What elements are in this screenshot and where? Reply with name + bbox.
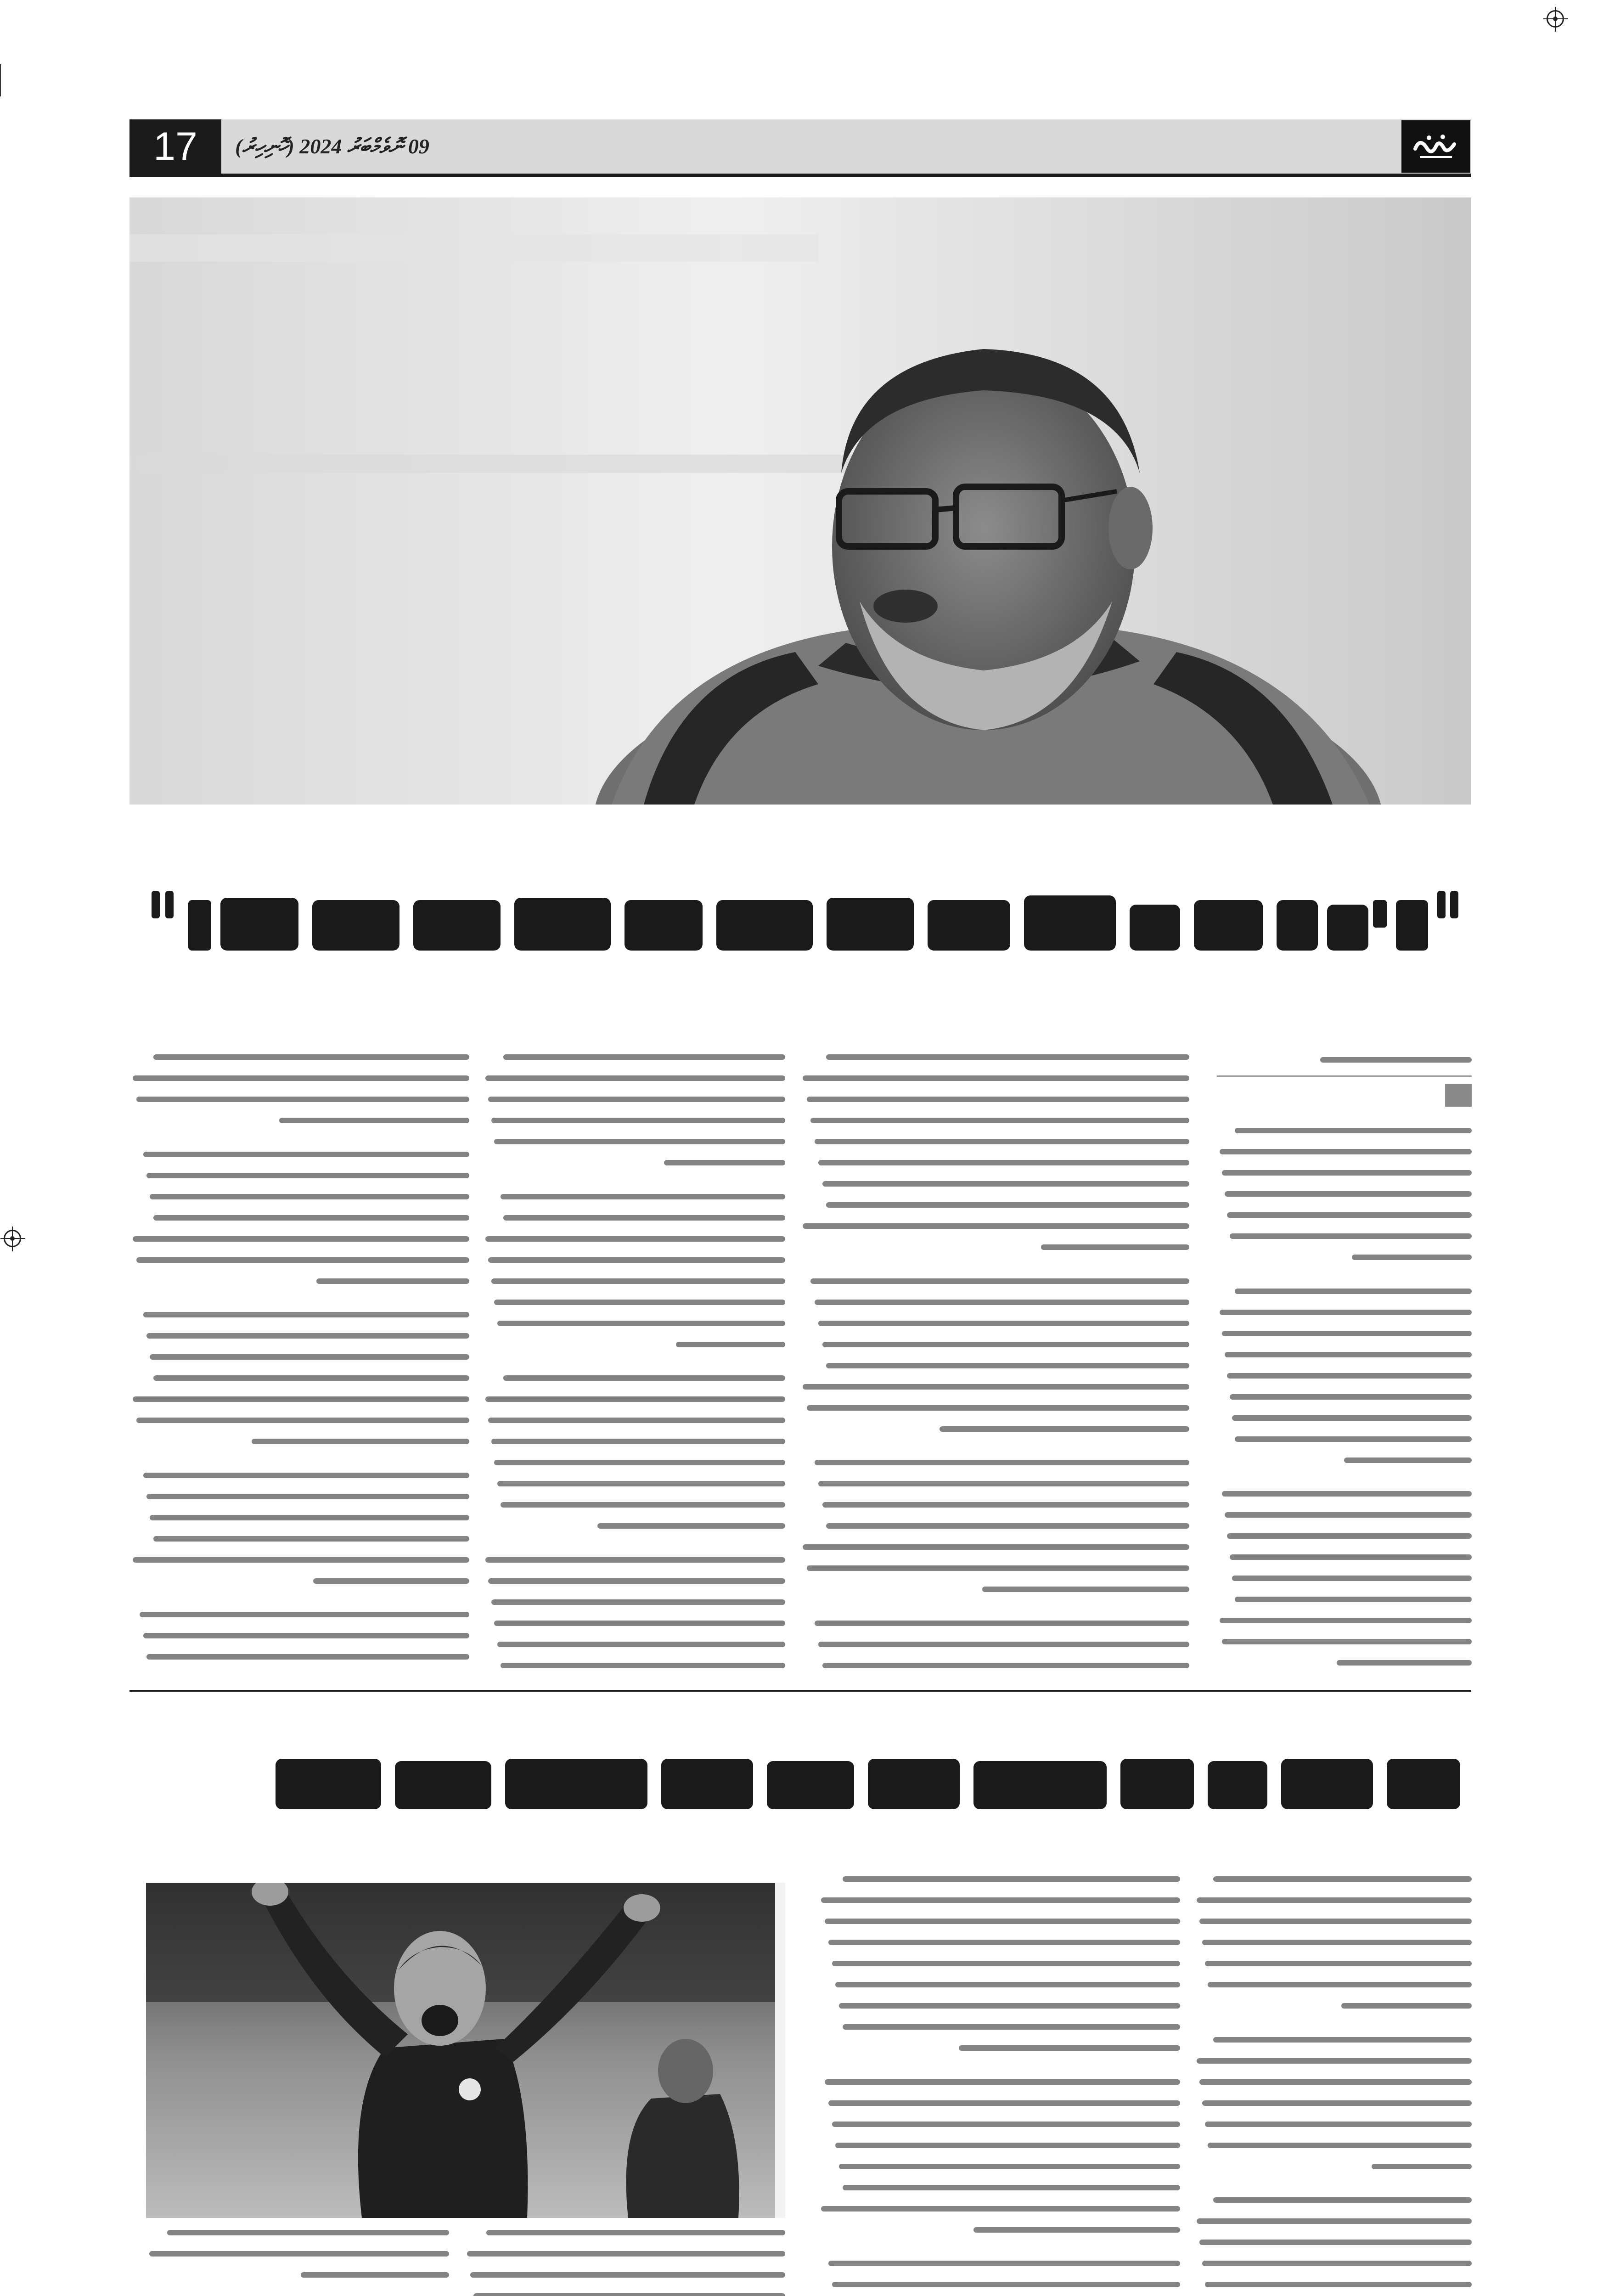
text-line: [832, 2122, 1180, 2127]
text-line: [133, 1236, 469, 1242]
text-line: [467, 2251, 785, 2257]
text-line: [1202, 1940, 1472, 1945]
byline-name: [1316, 1052, 1472, 1070]
text-line: [818, 1481, 1189, 1486]
text-line: [839, 2164, 1180, 2169]
text-line: [150, 1354, 469, 1360]
text-line: [1208, 1982, 1472, 1987]
text-line: [815, 1621, 1189, 1626]
mihaaru-logo-icon: [1411, 130, 1461, 163]
text-line: [494, 1300, 785, 1305]
text-line: [485, 1396, 785, 1402]
text-line: [940, 1426, 1189, 1432]
article-2-photo: [146, 1883, 785, 2218]
section-divider: [129, 1690, 1471, 1692]
text-line: [1205, 1961, 1472, 1966]
text-line: [1205, 2282, 1472, 2287]
text-line: [826, 1363, 1189, 1368]
text-line: [1222, 1491, 1472, 1497]
text-line: [313, 1578, 469, 1584]
article-1-column-3: [482, 1052, 785, 1681]
text-line: [153, 1054, 469, 1060]
text-line: [597, 1523, 785, 1529]
text-line: [503, 1054, 785, 1060]
text-line: [810, 1118, 1189, 1123]
text-line: [136, 1257, 469, 1263]
text-line: [279, 1118, 469, 1123]
text-line: [491, 1278, 785, 1284]
text-line: [1199, 2240, 1472, 2245]
text-line: [491, 1118, 785, 1123]
newspaper-logo: [1401, 120, 1470, 173]
text-line: [676, 1342, 785, 1347]
mihaaru-icon: [1445, 1084, 1472, 1107]
text-line: [501, 1502, 785, 1508]
headline-1: [138, 872, 1460, 992]
text-line: [1220, 1618, 1472, 1623]
text-line: [1197, 2218, 1472, 2224]
text-line: [835, 1982, 1180, 1987]
text-line: [501, 1194, 785, 1199]
text-line: [959, 2045, 1180, 2051]
text-line: [825, 2079, 1180, 2085]
text-line: [1230, 1394, 1472, 1400]
text-line: [1235, 1289, 1472, 1294]
text-line: [1232, 1576, 1472, 1581]
text-line: [803, 1544, 1189, 1550]
text-line: [497, 1481, 785, 1486]
text-line: [146, 1333, 469, 1339]
article-2-column-1: [1194, 1874, 1472, 2296]
text-line: [1041, 1244, 1189, 1250]
text-line: [1341, 2003, 1472, 2009]
text-line: [149, 2251, 449, 2257]
text-line: [491, 1439, 785, 1444]
text-line: [150, 1515, 469, 1520]
text-line: [1199, 2079, 1472, 2085]
text-line: [1235, 1128, 1472, 1133]
text-line: [1225, 1352, 1472, 1357]
text-line: [491, 1599, 785, 1605]
text-line: [843, 1876, 1180, 1882]
text-line: [153, 1536, 469, 1542]
registration-mark-top-right: [1547, 10, 1564, 28]
text-line: [473, 2293, 785, 2296]
text-line: [1235, 1436, 1472, 1442]
text-line: [470, 2272, 785, 2278]
text-line: [143, 1312, 469, 1317]
text-line: [143, 1152, 469, 1157]
text-line: [803, 1223, 1189, 1229]
text-line: [1227, 1373, 1472, 1379]
text-line: [503, 1375, 785, 1381]
text-line: [133, 1557, 469, 1563]
text-line: [1205, 2122, 1472, 2127]
text-line: [826, 1202, 1189, 1208]
text-line: [815, 1139, 1189, 1144]
text-line: [488, 1418, 785, 1423]
text-line: [818, 1160, 1189, 1165]
text-line: [1222, 1331, 1472, 1336]
text-line: [828, 2100, 1180, 2106]
text-line: [822, 1663, 1189, 1668]
headline-2: [257, 1740, 1469, 1828]
hero-photo: [129, 197, 1471, 805]
text-line: [821, 1897, 1180, 1903]
text-line: [1337, 1660, 1472, 1666]
text-line: [1222, 1639, 1472, 1644]
text-line: [982, 1587, 1189, 1592]
text-line: [252, 1439, 469, 1444]
text-line: [843, 2185, 1180, 2190]
text-line: [807, 1097, 1189, 1102]
text-line: [486, 2230, 785, 2235]
text-line: [1232, 1415, 1472, 1421]
text-line: [1213, 1876, 1472, 1882]
text-line: [815, 1460, 1189, 1465]
text-line: [1352, 1255, 1472, 1260]
text-line: [497, 1321, 785, 1326]
text-line: [822, 1342, 1189, 1347]
text-line: [153, 1375, 469, 1381]
article-1-column-2: [799, 1052, 1189, 1681]
article-2-column-2: [817, 1874, 1180, 2296]
text-line: [832, 2282, 1180, 2287]
text-line: [835, 2143, 1180, 2148]
text-line: [146, 1173, 469, 1178]
text-line: [1202, 2261, 1472, 2266]
byline-rule: [1217, 1075, 1472, 1077]
text-line: [1222, 1170, 1472, 1176]
text-line: [828, 2261, 1180, 2266]
text-line: [494, 1139, 785, 1144]
text-line: [1202, 2100, 1472, 2106]
text-line: [140, 1612, 469, 1617]
text-line: [488, 1578, 785, 1584]
text-line: [316, 1278, 469, 1284]
text-line: [143, 1633, 469, 1638]
text-line: [807, 1565, 1189, 1571]
text-line: [494, 1460, 785, 1465]
text-line: [803, 1384, 1189, 1390]
text-line: [497, 1642, 785, 1647]
article-2-column-4: [146, 2227, 449, 2296]
text-line: [826, 1054, 1189, 1060]
page-number: 17: [153, 124, 197, 169]
text-line: [826, 1523, 1189, 1529]
text-line: [822, 1181, 1189, 1187]
text-line: [301, 2272, 449, 2278]
text-line: [1230, 1233, 1472, 1239]
text-line: [822, 1502, 1189, 1508]
text-line: [503, 1215, 785, 1221]
text-line: [136, 1418, 469, 1423]
text-line: [843, 2024, 1180, 2030]
text-line: [1372, 2164, 1472, 2169]
text-line: [1220, 1310, 1472, 1315]
text-line: [1197, 1897, 1472, 1903]
text-line: [494, 1621, 785, 1626]
article-1-column-1: [1217, 1125, 1472, 1681]
text-line: [1225, 1191, 1472, 1197]
text-line: [664, 1160, 785, 1165]
text-line: [818, 1321, 1189, 1326]
text-line: [1344, 1458, 1472, 1463]
text-line: [1225, 1512, 1472, 1518]
text-line: [825, 1919, 1180, 1924]
text-line: [153, 1215, 469, 1221]
crop-mark: [0, 64, 1, 96]
text-line: [821, 2206, 1180, 2212]
text-line: [488, 1097, 785, 1102]
text-line: [485, 1075, 785, 1081]
text-line: [832, 1961, 1180, 1966]
text-line: [1197, 2058, 1472, 2064]
header-rule: [129, 174, 1471, 177]
text-line: [485, 1236, 785, 1242]
text-line: [136, 1097, 469, 1102]
text-line: [1227, 1212, 1472, 1218]
registration-mark-left: [4, 1230, 21, 1247]
text-line: [815, 1300, 1189, 1305]
issue-date: 09 ނޮވެމްބަރު 2024 (ހޮނިހިރު): [235, 134, 429, 158]
text-line: [1213, 2197, 1472, 2203]
text-line: [501, 1663, 785, 1668]
page-number-box: [129, 119, 221, 174]
text-line: [167, 2230, 449, 2235]
article-2-column-3: [464, 2227, 785, 2296]
text-line: [818, 1642, 1189, 1647]
text-line: [146, 1654, 469, 1660]
text-line: [973, 2227, 1180, 2233]
text-line: [1208, 2143, 1472, 2148]
text-line: [133, 1396, 469, 1402]
text-line: [488, 1257, 785, 1263]
text-line: [1213, 2037, 1472, 2043]
text-line: [1235, 1597, 1472, 1602]
text-line: [1227, 1533, 1472, 1539]
text-line: [143, 1473, 469, 1478]
text-line: [810, 1278, 1189, 1284]
text-line: [828, 1940, 1180, 1945]
text-line: [1220, 1149, 1472, 1154]
text-line: [1230, 1554, 1472, 1560]
text-line: [133, 1075, 469, 1081]
text-line: [150, 1194, 469, 1199]
text-line: [803, 1075, 1189, 1081]
text-line: [485, 1557, 785, 1563]
text-line: [1199, 1919, 1472, 1924]
text-line: [839, 2003, 1180, 2009]
text-line: [146, 1494, 469, 1499]
text-line: [807, 1405, 1189, 1411]
article-1-column-4: [129, 1052, 469, 1681]
